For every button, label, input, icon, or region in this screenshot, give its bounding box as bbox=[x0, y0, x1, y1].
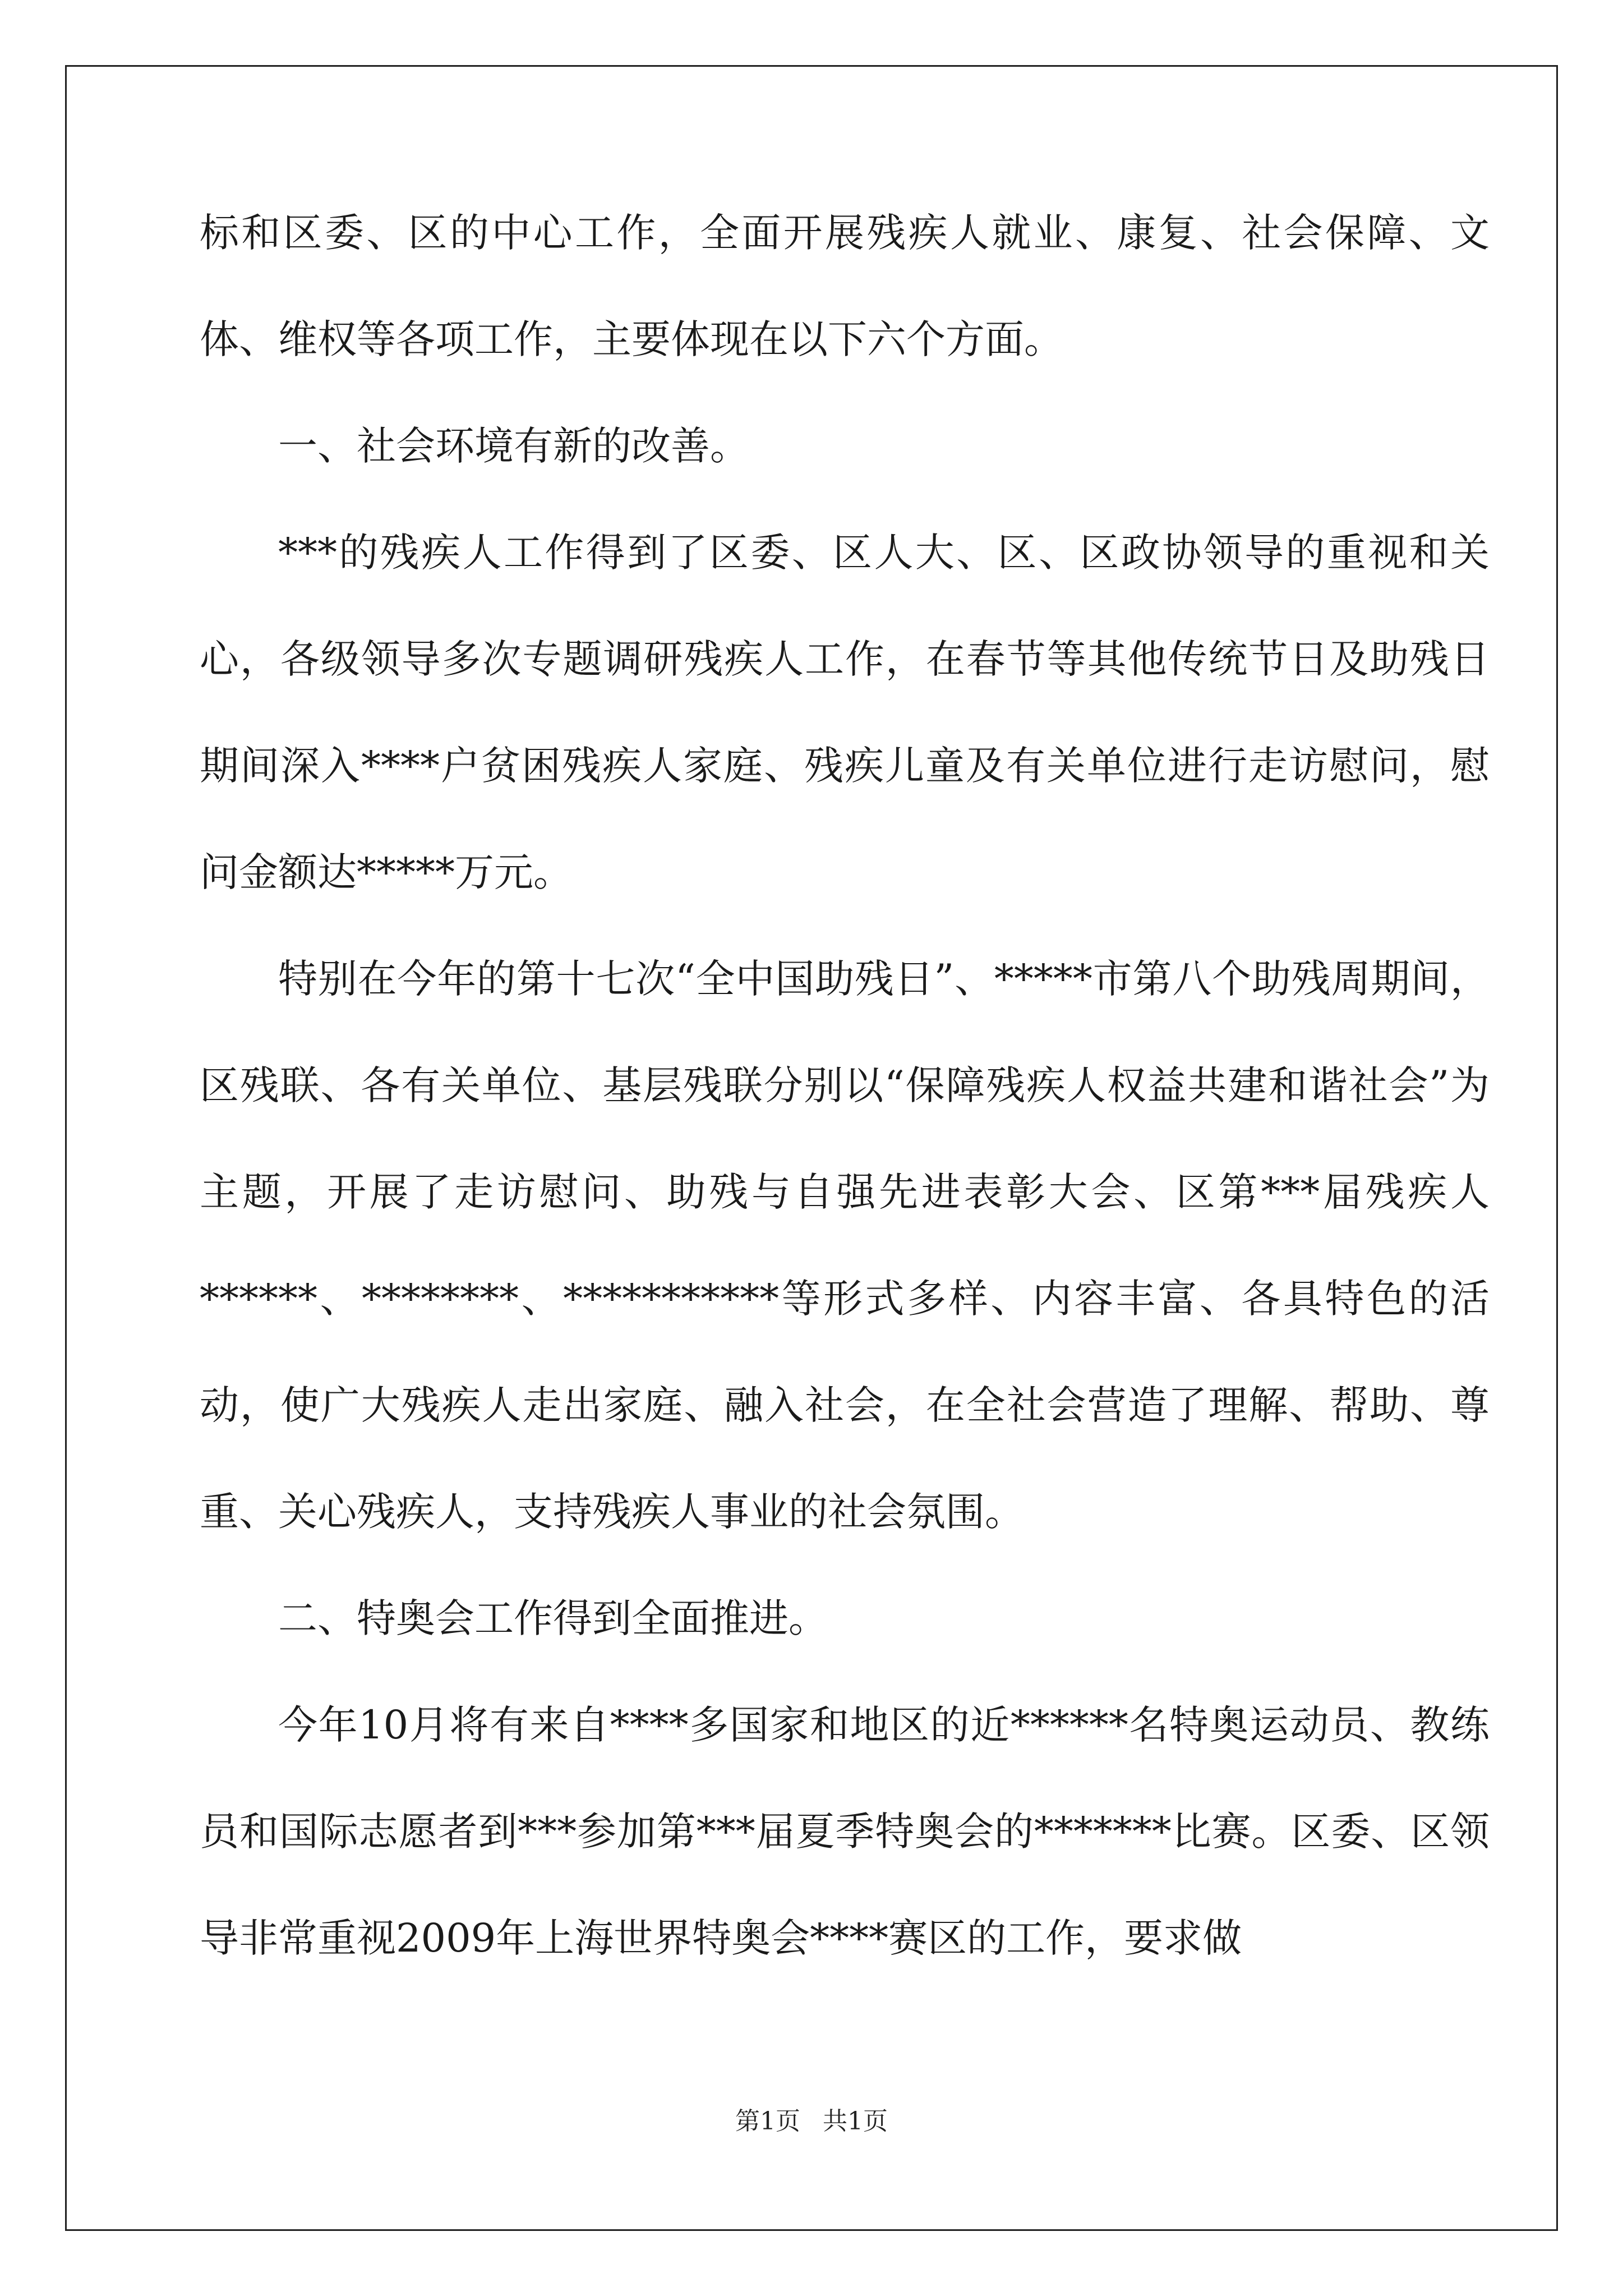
paragraph-1: 标和区委、区的中心工作，全面开展残疾人就业、康复、社会保障、文体、维权等各项工作，主要体现在以下六个方面。 bbox=[200, 210, 1490, 362]
section-heading-1: 一、社会环境有新的改善。 bbox=[278, 423, 749, 469]
page-footer bbox=[0, 2105, 1623, 2138]
paragraph-4: 今年10月将有来自****多国家和地区的近******名特奥运动员、教练员和国际志愿者到***参加第***届夏季特奥会的*******比赛。区委、区领导非常重视2009年上海世界特奥会****赛区的工作，要求做 bbox=[200, 1702, 1490, 1961]
section-heading-2: 二、特奥会工作得到全面推进。 bbox=[278, 1595, 828, 1641]
document-body bbox=[200, 180, 1490, 1991]
paragraph-2: ***的残疾人工作得到了区委、区人大、区、区政协领导的重视和关心，各级领导多次专题调研残疾人工作，在春节等其他传统节日及助残日期间深入****户贫困残疾人家庭、残疾儿童及有关单位进行走访慰问，慰问金额达*****万元。 bbox=[200, 530, 1490, 895]
page-total: 共1页 bbox=[823, 2107, 888, 2136]
page-number: 第1页 bbox=[735, 2107, 800, 2136]
paragraph-3: 特别在今年的第十七次“全中国助残日”、*****市第八个助残周期间，区残联、各有关单位、基层残联分别以“保障残疾人权益共建和谐社会”为主题，开展了走访慰问、助残与自强先进表彰大会、区第***届残疾人******、********、***********等形式多样、内容丰富、各具特色的活动，使广大残疾人走出家庭、融入社会，在全社会营造了理解、帮助、尊重、关心残疾人，支持残疾人事业的社会氛围。 bbox=[200, 956, 1490, 1535]
